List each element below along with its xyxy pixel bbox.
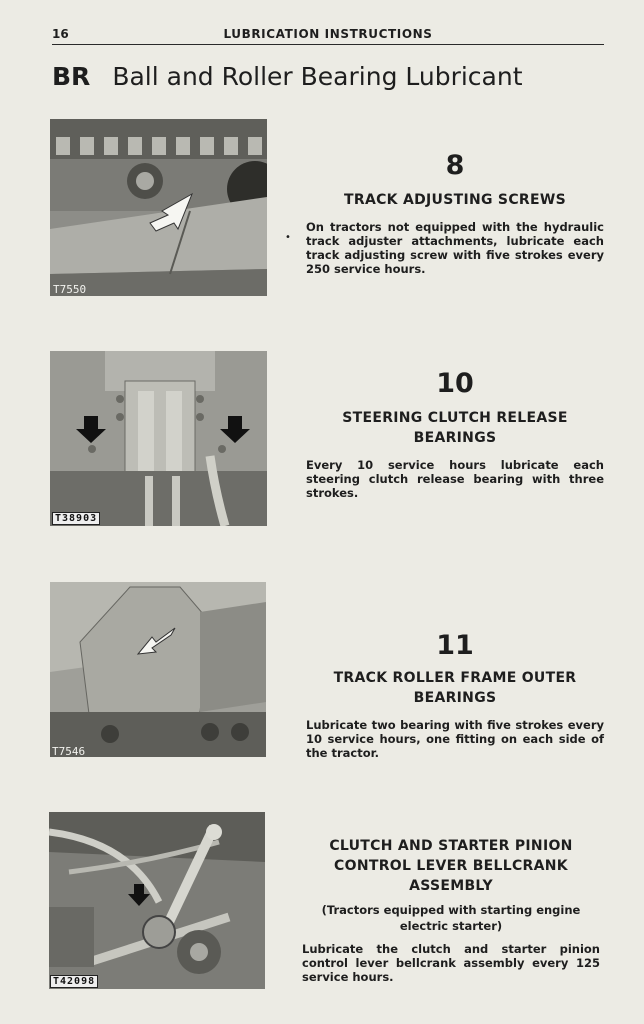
- section-steering-clutch-release-bearings: [306, 368, 604, 500]
- photo-plate-label: T42098: [50, 975, 98, 988]
- section-track-roller-frame-outer-bearings: [306, 630, 604, 760]
- section-heading: STEERING CLUTCH RELEASE BEARINGS: [342, 410, 568, 446]
- section-heading: CLUTCH AND STARTER PINION CONTROL LEVER BELLCRANK ASSEMBLY: [329, 838, 573, 894]
- section-body: On tractors not equipped with the hydraulic track adjuster attachments, lubricate each track adjusting screw with five strokes every 250 service hours.: [306, 220, 604, 276]
- photo-plate-label: T7550: [53, 283, 87, 296]
- section-number: 11: [436, 630, 474, 661]
- section-body: Every 10 service hours lubricate each steering clutch release bearing with three strokes.: [306, 458, 604, 500]
- section-body: Lubricate the clutch and starter pinion control lever bellcrank assembly every 125 service hours.: [302, 942, 600, 984]
- page-title: [52, 62, 523, 91]
- section-clutch-starter-bellcrank: [302, 836, 600, 984]
- section-heading: TRACK ADJUSTING SCREWS: [344, 192, 566, 208]
- photo-track-roller-frame: [50, 582, 266, 757]
- lubricant-name: Ball and Roller Bearing Lubricant: [112, 62, 523, 91]
- section-number: 8: [445, 150, 465, 181]
- section-body: Lubricate two bearing with five strokes every 10 service hours, one fitting on each side of the tractor.: [306, 718, 604, 760]
- photo-plate-label: T38903: [52, 512, 100, 525]
- section-note: (Tractors equipped with starting engine electric starter): [321, 903, 581, 933]
- steering-clutch-illustration: [50, 351, 267, 526]
- bullet-mark: •: [285, 232, 291, 243]
- bellcrank-assembly-illustration: [49, 812, 265, 989]
- track-roller-frame-illustration: [50, 582, 266, 757]
- page-header: [52, 26, 604, 45]
- photo-track-adjusting-screw: [50, 119, 267, 296]
- track-adjusting-screw-illustration: [50, 119, 267, 296]
- section-heading: TRACK ROLLER FRAME OUTER BEARINGS: [333, 670, 577, 706]
- section-number: 10: [436, 368, 474, 399]
- photo-bellcrank-assembly: [49, 812, 265, 989]
- photo-steering-clutch: [50, 351, 267, 526]
- page-number: 16: [52, 27, 69, 41]
- photo-plate-label: T7546: [52, 745, 86, 757]
- running-head: LUBRICATION INSTRUCTIONS: [223, 27, 433, 41]
- lubricant-code: BR: [52, 62, 91, 91]
- section-track-adjusting-screws: [306, 150, 604, 276]
